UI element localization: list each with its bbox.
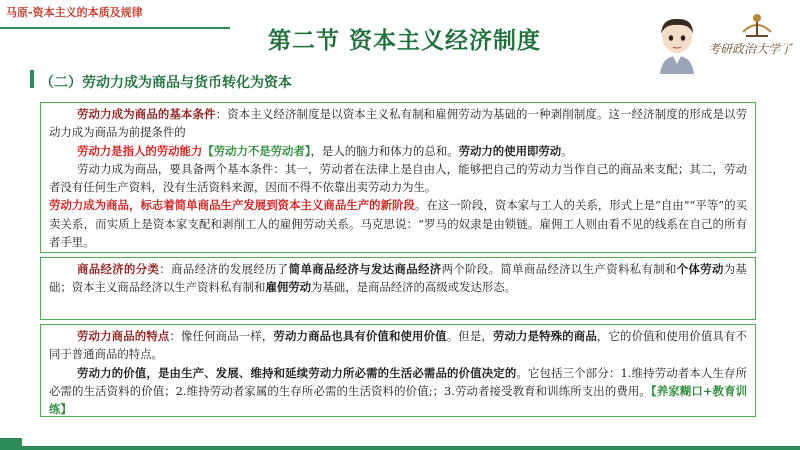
box1-heading: 劳动力成为商品的基本条件 [77,107,216,121]
box3-text-2: 。但是， [446,329,493,343]
box2-text-4: 为基础，是商品经济的高级或发达形态。 [311,280,517,295]
brand-text: 考研政治大学了 [708,42,793,56]
box3-bold-2: 劳动力是特殊的商品 [492,329,597,343]
section-subtitle: （二）劳动力成为商品与货币转化为资本 [40,75,292,91]
box3-text-1: ：像任何商品一样， [169,329,274,343]
box-commodity-economy-types [40,257,756,320]
box2-text-1: ：商品经济的发展经历了 [159,262,289,276]
box2-paragraph [49,260,747,297]
box1-conditions-paragraph: 劳动力成为商品，要具备两个基本条件：其一，劳动者在法律上是自由人，能够把自己的劳动力当作自己的商品来支配；其二，劳动者没有任何生产资料，没有生活资料来源，因而不得不依靠出卖劳动力为生。 [49,161,747,195]
box1-intro-text: ：资本主义经济制度是以资本主义私有制和雇佣劳动为基础的一种剥削制度。这一经济制度的形成是以劳动力成为商品为前提条件的 [49,107,747,140]
box1-definition-paragraph [49,142,747,160]
subtitle-accent-bar [30,70,34,88]
box2-bold-3: 雇佣劳动 [265,280,312,295]
course-tag: 马原-资本主义的本质及规律 [6,6,143,19]
box2-heading: 商品经济的分类 [77,262,160,276]
box3-value-paragraph [49,364,747,419]
page-title: 第二节 资本主义经济制度 [268,28,542,54]
box1-definition-bold: 劳动力的使用即劳动 [458,143,562,158]
box2-text-3: 为基础；资本主义商品经济以生产资料私有制和 [49,262,747,295]
box1-definition-mid: ，是人的脑力和体力的总和。 [310,143,459,158]
box3-bold-value: 劳动力的价值，是由生产、发展、维持和延续劳动力所必需的生活必需品的价值决定的 [77,365,517,380]
brand-logo-icon [740,10,774,40]
footer-line [0,446,800,450]
box-labor-power-conditions [40,102,756,253]
top-divider [0,27,230,29]
box1-significance-rest: 。在这一阶段，资本家与工人的关系，形式上是“自由”“平等”的买卖关系，而实质上是资本家支配和剥削工人的雇佣劳动关系。马克思说：“罗马的奴隶是由锁链。雇佣工人则由看不见的线系在自己的所有者手里。 [49,198,747,250]
box2-bold-1: 简单商品经济与发达商品经济 [288,262,442,276]
box3-bold-1: 劳动力商品也具有价值和使用价值 [273,329,447,343]
box3-text-3: ，它的价值和使用价值具有不同于普通商品的特点。 [49,329,747,362]
box1-significance-paragraph [49,196,747,251]
box1-intro-paragraph [49,105,747,142]
box2-bold-2: 个体劳动 [676,262,724,276]
box3-note: 【养家糊口+教育训练】 [49,383,747,417]
box3-heading: 劳动力商品的特点 [77,329,170,343]
box3-features-paragraph [49,327,747,364]
box1-significance-red: 劳动力成为商品，标志着简单商品生产发展到资本主义商品生产的新阶段 [49,198,415,213]
box1-definition-red: 劳动力是指人的劳动能力 [77,143,203,158]
box-labor-commodity-features [40,324,756,417]
box1-definition-note: 【劳动力不是劳动者】 [202,143,311,158]
box3-value-text: 。它包括三个部分：1.维持劳动者本人生存所必需的生活资料的价值；2.维持劳动者家属的生存所必需的生活资料的价值;；3.劳动者接受教育和训练所支出的费用。 [49,365,747,398]
box2-text-2: 两个阶段。简单商品经济以生产资料私有制和 [441,262,677,276]
box1-definition-end: 。 [561,143,573,158]
teacher-avatar-illustration [652,16,702,74]
